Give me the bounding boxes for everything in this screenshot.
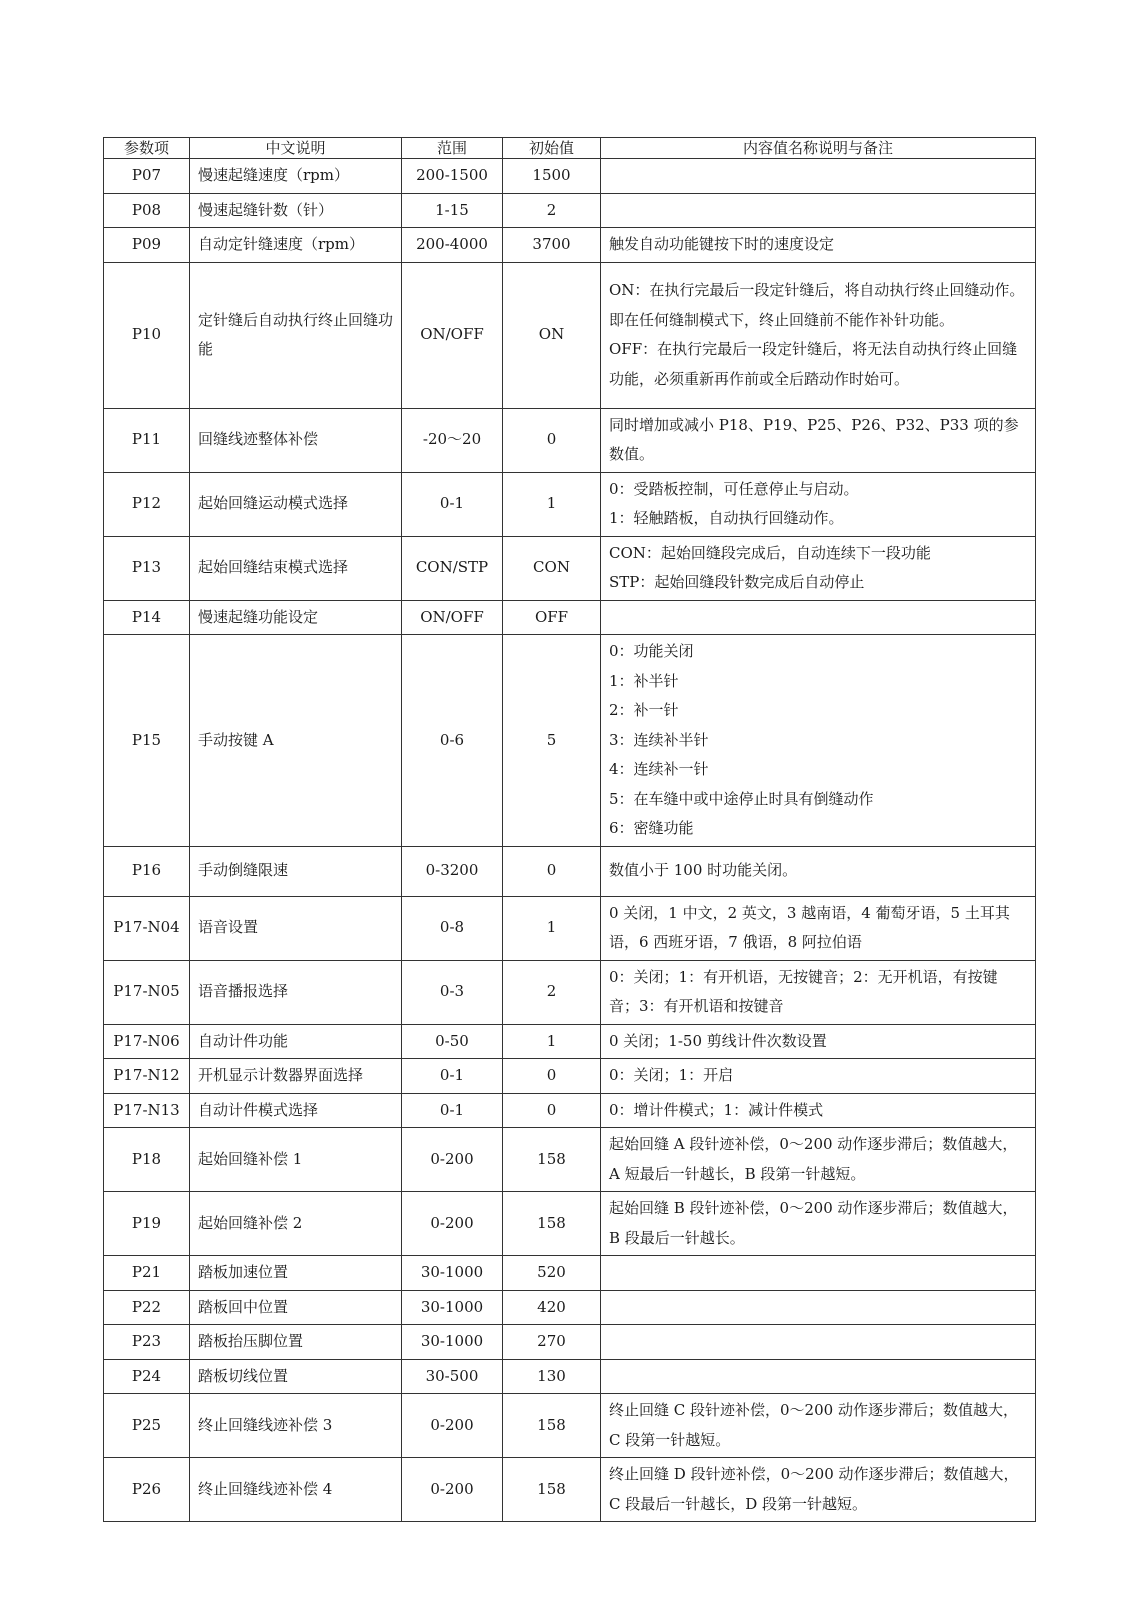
parameter-notes (601, 600, 1036, 635)
table-row (104, 1128, 1036, 1192)
note-line: 0：受踏板控制，可任意停止与启动。 (609, 479, 859, 498)
parameter-range: 0-8 (402, 896, 503, 960)
parameter-code: P10 (104, 262, 190, 408)
header-range: 范围 (402, 138, 503, 159)
table-row (104, 1192, 1036, 1256)
table-row (104, 1024, 1036, 1059)
table-row (104, 960, 1036, 1024)
parameter-initial-value: 158 (503, 1192, 601, 1256)
note-line: 4：连续补一针 (609, 760, 709, 778)
parameter-description: 终止回缝线迹补偿 4 (190, 1458, 402, 1522)
note-line: 5：在车缝中或中途停止时具有倒缝动作 (609, 789, 874, 808)
parameter-notes (601, 1290, 1036, 1325)
parameter-notes (601, 228, 1036, 263)
parameter-code: P17-N04 (104, 896, 190, 960)
parameter-initial-value: 270 (503, 1325, 601, 1360)
parameter-code: P09 (104, 228, 190, 263)
parameter-description: 定针缝后自动执行终止回缝功能 (190, 262, 402, 408)
table-body (104, 159, 1036, 1522)
parameter-code: P26 (104, 1458, 190, 1522)
table-row (104, 896, 1036, 960)
note-line: 6：密缝功能 (609, 819, 694, 837)
table-row (104, 536, 1036, 600)
parameter-range: -20～20 (402, 408, 503, 472)
parameter-notes (601, 1394, 1036, 1458)
parameter-initial-value: 158 (503, 1394, 601, 1458)
parameter-notes (601, 896, 1036, 960)
parameter-description: 终止回缝线迹补偿 3 (190, 1394, 402, 1458)
parameter-range: 0-50 (402, 1024, 503, 1059)
parameter-code: P25 (104, 1394, 190, 1458)
note-line: 1：轻触踏板，自动执行回缝动作。 (609, 509, 844, 527)
table-row (104, 1458, 1036, 1522)
table-row (104, 1256, 1036, 1291)
parameter-code: P15 (104, 635, 190, 847)
parameter-description: 开机显示计数器界面选择 (190, 1059, 402, 1094)
note-line: 0：关闭；1：开启 (609, 1066, 734, 1084)
parameter-code: P17-N12 (104, 1059, 190, 1094)
parameter-code: P07 (104, 159, 190, 194)
parameter-initial-value: ON (503, 262, 601, 408)
parameter-initial-value: 2 (503, 193, 601, 228)
note-line: 终止回缝 D 段针迹补偿，0～200 动作逐步滞后；数值越大，C 段最后一针越长，D 段第一针越短。 (609, 1465, 1019, 1513)
parameter-notes (601, 536, 1036, 600)
parameter-notes (601, 193, 1036, 228)
parameter-table (103, 137, 1036, 1522)
note-line: 1：补半针 (609, 671, 679, 690)
table-row (104, 228, 1036, 263)
parameter-initial-value: 420 (503, 1290, 601, 1325)
table-row (104, 159, 1036, 194)
table-row (104, 1059, 1036, 1094)
parameter-description: 自动计件功能 (190, 1024, 402, 1059)
parameter-range: 1-15 (402, 193, 503, 228)
note-line: 0：功能关闭 (609, 642, 694, 660)
parameter-range: 0-3200 (402, 846, 503, 896)
parameter-range: 0-200 (402, 1128, 503, 1192)
parameter-notes (601, 960, 1036, 1024)
parameter-range: CON/STP (402, 536, 503, 600)
parameter-description: 踏板加速位置 (190, 1256, 402, 1291)
table-row (104, 1093, 1036, 1128)
parameter-description: 踏板抬压脚位置 (190, 1325, 402, 1360)
note-line: 2：补一针 (609, 701, 679, 719)
parameter-description: 踏板切线位置 (190, 1359, 402, 1394)
parameter-code: P13 (104, 536, 190, 600)
parameter-code: P17-N05 (104, 960, 190, 1024)
table-header-row (104, 138, 1036, 159)
parameter-notes (601, 1024, 1036, 1059)
parameter-notes (601, 1359, 1036, 1394)
parameter-code: P18 (104, 1128, 190, 1192)
parameter-initial-value: 3700 (503, 228, 601, 263)
table-row (104, 1325, 1036, 1360)
table-row (104, 193, 1036, 228)
parameter-code: P17-N06 (104, 1024, 190, 1059)
note-line: OFF：在执行完最后一段定针缝后，将无法自动执行终止回缝功能，必须重新再作前或全后踏动作时始可。 (609, 340, 1018, 388)
parameter-code: P08 (104, 193, 190, 228)
parameter-notes (601, 1192, 1036, 1256)
parameter-description: 起始回缝补偿 1 (190, 1128, 402, 1192)
parameter-range: 30-1000 (402, 1290, 503, 1325)
parameter-code: P16 (104, 846, 190, 896)
note-line: 数值小于 100 时功能关闭。 (609, 861, 798, 880)
parameter-range: 0-1 (402, 1093, 503, 1128)
note-line: ON：在执行完最后一段定针缝后，将自动执行终止回缝动作。即在任何缝制模式下，终止回缝前不能作补针功能。 (609, 281, 1025, 329)
parameter-notes (601, 1093, 1036, 1128)
parameter-description: 慢速起缝针数（针） (190, 193, 402, 228)
parameter-initial-value: OFF (503, 600, 601, 635)
note-line: STP：起始回缝段针数完成后自动停止 (609, 573, 865, 591)
parameter-notes (601, 262, 1036, 408)
table-row (104, 600, 1036, 635)
parameter-initial-value: CON (503, 536, 601, 600)
note-line: 起始回缝 A 段针迹补偿，0～200 动作逐步滞后；数值越大，A 短最后一针越长，B 段第一针越短。 (609, 1135, 1018, 1183)
parameter-initial-value: 0 (503, 408, 601, 472)
parameter-notes (601, 1059, 1036, 1094)
table-row (104, 1290, 1036, 1325)
note-line: 起始回缝 B 段针迹补偿，0～200 动作逐步滞后；数值越大，B 段最后一针越长。 (609, 1199, 1018, 1247)
parameter-notes (601, 1325, 1036, 1360)
parameter-range: 30-500 (402, 1359, 503, 1394)
parameter-initial-value: 158 (503, 1458, 601, 1522)
parameter-description: 踏板回中位置 (190, 1290, 402, 1325)
parameter-description: 自动计件模式选择 (190, 1093, 402, 1128)
note-line: 0 关闭，1 中文，2 英文，3 越南语，4 葡萄牙语，5 土耳其语，6 西班牙语，7 俄语，8 阿拉伯语 (609, 903, 1010, 951)
parameter-code: P21 (104, 1256, 190, 1291)
parameter-code: P14 (104, 600, 190, 635)
parameter-initial-value: 0 (503, 1093, 601, 1128)
parameter-notes (601, 408, 1036, 472)
parameter-range: 0-200 (402, 1458, 503, 1522)
parameter-notes (601, 1256, 1036, 1291)
parameter-range: 0-6 (402, 635, 503, 847)
parameter-code: P12 (104, 472, 190, 536)
parameter-initial-value: 130 (503, 1359, 601, 1394)
note-line: 触发自动功能键按下时的速度设定 (609, 235, 835, 253)
parameter-code: P22 (104, 1290, 190, 1325)
parameter-initial-value: 1500 (503, 159, 601, 194)
parameter-notes (601, 1458, 1036, 1522)
note-line: 0：关闭；1：有开机语，无按键音；2：无开机语，有按键音；3：有开机语和按键音 (609, 967, 998, 1015)
parameter-initial-value: 1 (503, 1024, 601, 1059)
parameter-description: 语音播报选择 (190, 960, 402, 1024)
parameter-code: P24 (104, 1359, 190, 1394)
parameter-code: P17-N13 (104, 1093, 190, 1128)
table-row (104, 408, 1036, 472)
parameter-notes (601, 472, 1036, 536)
parameter-range: 0-1 (402, 1059, 503, 1094)
parameter-initial-value: 2 (503, 960, 601, 1024)
parameter-description: 语音设置 (190, 896, 402, 960)
parameter-range: ON/OFF (402, 600, 503, 635)
parameter-notes (601, 635, 1036, 847)
parameter-description: 慢速起缝速度（rpm） (190, 159, 402, 194)
parameter-initial-value: 158 (503, 1128, 601, 1192)
parameter-range: ON/OFF (402, 262, 503, 408)
header-initial-value: 初始值 (503, 138, 601, 159)
parameter-description: 慢速起缝功能设定 (190, 600, 402, 635)
note-line: 3：连续补半针 (609, 730, 709, 749)
parameter-code: P23 (104, 1325, 190, 1360)
parameter-range: 200-4000 (402, 228, 503, 263)
parameter-range: 0-200 (402, 1192, 503, 1256)
table-row (104, 1394, 1036, 1458)
table-row (104, 262, 1036, 408)
parameter-notes (601, 159, 1036, 194)
parameter-description: 起始回缝结束模式选择 (190, 536, 402, 600)
header-notes: 内容值名称说明与备注 (601, 138, 1036, 159)
note-line: CON：起始回缝段完成后，自动连续下一段功能 (609, 543, 931, 562)
parameter-description: 起始回缝运动模式选择 (190, 472, 402, 536)
parameter-range: 30-1000 (402, 1325, 503, 1360)
parameter-description: 手动倒缝限速 (190, 846, 402, 896)
header-code: 参数项 (104, 138, 190, 159)
parameter-description: 自动定针缝速度（rpm） (190, 228, 402, 263)
parameter-description: 回缝线迹整体补偿 (190, 408, 402, 472)
parameter-description: 起始回缝补偿 2 (190, 1192, 402, 1256)
note-line: 0 关闭；1-50 剪线计件次数设置 (609, 1031, 827, 1050)
parameter-range: 0-1 (402, 472, 503, 536)
parameter-initial-value: 1 (503, 896, 601, 960)
table-row (104, 472, 1036, 536)
parameter-code: P11 (104, 408, 190, 472)
parameter-initial-value: 5 (503, 635, 601, 847)
parameter-initial-value: 0 (503, 846, 601, 896)
parameter-range: 0-3 (402, 960, 503, 1024)
parameter-range: 0-200 (402, 1394, 503, 1458)
parameter-range: 30-1000 (402, 1256, 503, 1291)
table-row (104, 846, 1036, 896)
parameter-range: 200-1500 (402, 159, 503, 194)
parameter-notes (601, 1128, 1036, 1192)
note-line: 终止回缝 C 段针迹补偿，0～200 动作逐步滞后；数值越大，C 段第一针越短。 (609, 1401, 1018, 1449)
parameter-notes (601, 846, 1036, 896)
parameter-code: P19 (104, 1192, 190, 1256)
parameter-initial-value: 520 (503, 1256, 601, 1291)
note-line: 同时增加或减小 P18、P19、P25、P26、P32、P33 项的参数值。 (609, 415, 1019, 463)
parameter-initial-value: 0 (503, 1059, 601, 1094)
table-row (104, 1359, 1036, 1394)
note-line: 0：增计件模式；1：减计件模式 (609, 1100, 824, 1119)
parameter-initial-value: 1 (503, 472, 601, 536)
table-row (104, 635, 1036, 847)
header-description: 中文说明 (190, 138, 402, 159)
parameter-description: 手动按键 A (190, 635, 402, 847)
